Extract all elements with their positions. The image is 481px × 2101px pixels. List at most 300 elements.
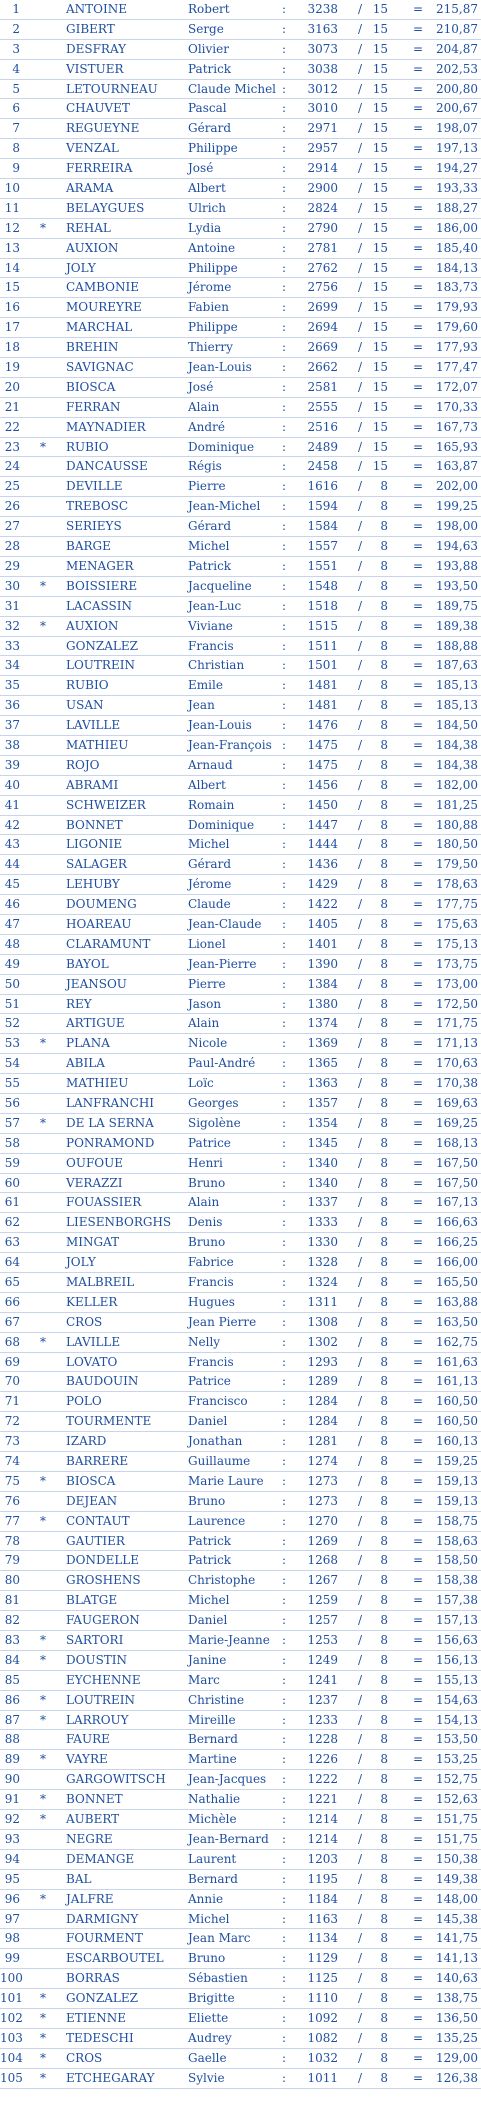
average-cell: 189,38 (436, 618, 478, 633)
equals-separator: = (413, 1135, 424, 1150)
slash-separator: / (358, 877, 363, 892)
table-row (0, 1392, 481, 1412)
colon-separator: : (282, 658, 287, 673)
slash-separator: / (358, 539, 363, 554)
last-name-cell: MAYNADIER (66, 419, 146, 434)
points-cell: 1257 (307, 1613, 338, 1628)
average-cell: 157,13 (436, 1613, 478, 1628)
slash-separator: / (358, 459, 363, 474)
equals-separator: = (413, 2070, 424, 2085)
first-name-cell: Fabrice (188, 1255, 234, 1270)
average-cell: 198,00 (436, 519, 478, 534)
slash-separator: / (358, 737, 363, 752)
points-cell: 1548 (307, 578, 338, 593)
equals-separator: = (413, 1891, 424, 1906)
slash-separator: / (358, 121, 363, 136)
women-marker: * (40, 1991, 46, 2006)
equals-separator: = (413, 161, 424, 176)
rank-cell: 19 (4, 360, 20, 375)
rounds-cell: 8 (380, 558, 388, 573)
first-name-cell: Ulrich (188, 200, 226, 215)
colon-separator: : (282, 1971, 287, 1986)
rounds-cell: 15 (372, 340, 388, 355)
rank-cell: 91 (4, 1792, 20, 1807)
colon-separator: : (282, 1314, 287, 1329)
slash-separator: / (358, 1454, 363, 1469)
last-name-cell: ANTOINE (66, 2, 128, 16)
average-cell: 162,75 (436, 1334, 478, 1349)
last-name-cell: LANFRANCHI (66, 1095, 155, 1110)
table-row (0, 80, 481, 100)
rounds-cell: 8 (380, 1374, 388, 1389)
equals-separator: = (413, 777, 424, 792)
last-name-cell: ETIENNE (66, 2010, 127, 2025)
table-row (0, 537, 481, 557)
first-name-cell: Philippe (188, 141, 238, 156)
colon-separator: : (282, 1235, 287, 1250)
rank-cell: 88 (4, 1732, 20, 1747)
table-row (0, 438, 481, 458)
last-name-cell: GIBERT (66, 21, 115, 36)
average-cell: 149,38 (436, 1871, 478, 1886)
points-cell: 1340 (307, 1175, 338, 1190)
equals-separator: = (413, 1613, 424, 1628)
slash-separator: / (358, 916, 363, 931)
first-name-cell: Patrice (188, 1374, 231, 1389)
last-name-cell: TEDESCHI (66, 2030, 134, 2045)
average-cell: 215,87 (436, 2, 478, 16)
slash-separator: / (358, 399, 363, 414)
slash-separator: / (358, 558, 363, 573)
colon-separator: : (282, 2, 287, 16)
colon-separator: : (282, 1772, 287, 1787)
slash-separator: / (358, 1951, 363, 1966)
last-name-cell: BIOSCA (66, 1473, 116, 1488)
equals-separator: = (413, 797, 424, 812)
points-cell: 1267 (307, 1573, 338, 1588)
first-name-cell: Denis (188, 1215, 223, 1230)
last-name-cell: MATHIEU (66, 737, 129, 752)
rounds-cell: 8 (380, 797, 388, 812)
average-cell: 153,50 (436, 1732, 478, 1747)
first-name-cell: Jean-Michel (188, 499, 261, 514)
rank-cell: 77 (4, 1513, 20, 1528)
rounds-cell: 8 (380, 1016, 388, 1031)
points-cell: 2971 (307, 121, 338, 136)
first-name-cell: Jean-Bernard (188, 1831, 269, 1846)
rank-cell: 50 (4, 976, 20, 991)
rank-cell: 33 (4, 638, 20, 653)
first-name-cell: Sébastien (188, 1971, 248, 1986)
average-cell: 148,00 (436, 1891, 478, 1906)
slash-separator: / (358, 81, 363, 96)
average-cell: 151,75 (436, 1831, 478, 1846)
slash-separator: / (358, 1374, 363, 1389)
colon-separator: : (282, 1036, 287, 1051)
first-name-cell: Patrick (188, 1533, 232, 1548)
colon-separator: : (282, 956, 287, 971)
equals-separator: = (413, 678, 424, 693)
points-cell: 3012 (307, 81, 338, 96)
colon-separator: : (282, 320, 287, 335)
average-cell: 184,50 (436, 718, 478, 733)
first-name-cell: Laurence (188, 1513, 246, 1528)
points-cell: 1011 (307, 2070, 338, 2085)
rank-cell: 34 (4, 658, 20, 673)
rounds-cell: 8 (380, 1334, 388, 1349)
first-name-cell: Francis (188, 638, 234, 653)
women-marker: * (40, 2050, 46, 2065)
table-row (0, 40, 481, 60)
average-cell: 185,13 (436, 678, 478, 693)
last-name-cell: BAL (66, 1871, 92, 1886)
average-cell: 160,13 (436, 1434, 478, 1449)
points-cell: 1384 (307, 976, 338, 991)
rank-cell: 31 (4, 598, 20, 613)
rounds-cell: 15 (372, 439, 388, 454)
equals-separator: = (413, 558, 424, 573)
rank-cell: 69 (4, 1354, 20, 1369)
equals-separator: = (413, 658, 424, 673)
average-cell: 159,13 (436, 1493, 478, 1508)
last-name-cell: DE LA SERNA (66, 1115, 154, 1130)
first-name-cell: Serge (188, 21, 224, 36)
slash-separator: / (358, 658, 363, 673)
points-cell: 2824 (307, 200, 338, 215)
rounds-cell: 8 (380, 638, 388, 653)
table-row (0, 1750, 481, 1770)
average-cell: 177,75 (436, 897, 478, 912)
first-name-cell: Annie (188, 1891, 224, 1906)
rounds-cell: 8 (380, 897, 388, 912)
equals-separator: = (413, 1533, 424, 1548)
rounds-cell: 8 (380, 996, 388, 1011)
last-name-cell: MINGAT (66, 1235, 120, 1250)
rounds-cell: 8 (380, 837, 388, 852)
first-name-cell: Patrick (188, 61, 232, 76)
colon-separator: : (282, 897, 287, 912)
rank-cell: 45 (4, 877, 20, 892)
rank-cell: 71 (4, 1394, 20, 1409)
rounds-cell: 8 (380, 1434, 388, 1449)
points-cell: 1584 (307, 519, 338, 534)
rank-cell: 65 (4, 1275, 20, 1289)
colon-separator: : (282, 578, 287, 593)
first-name-cell: Christian (188, 658, 245, 673)
first-name-cell: Albert (188, 777, 226, 792)
table-row (0, 1512, 481, 1532)
equals-separator: = (413, 916, 424, 931)
equals-separator: = (413, 718, 424, 733)
first-name-cell: Janine (188, 1652, 227, 1667)
table-row (0, 1810, 481, 1830)
slash-separator: / (358, 1593, 363, 1608)
colon-separator: : (282, 797, 287, 812)
average-cell: 169,63 (436, 1095, 478, 1110)
colon-separator: : (282, 1931, 287, 1946)
rounds-cell: 8 (380, 598, 388, 613)
colon-separator: : (282, 1672, 287, 1687)
average-cell: 200,80 (436, 81, 478, 96)
first-name-cell: Olivier (188, 41, 229, 56)
slash-separator: / (358, 340, 363, 355)
rounds-cell: 8 (380, 1672, 388, 1687)
average-cell: 154,13 (436, 1712, 478, 1727)
average-cell: 177,47 (436, 360, 478, 375)
average-cell: 168,13 (436, 1135, 478, 1150)
points-cell: 3073 (307, 41, 338, 56)
rounds-cell: 8 (380, 1613, 388, 1628)
table-row (0, 378, 481, 398)
average-cell: 154,63 (436, 1692, 478, 1707)
slash-separator: / (358, 2010, 363, 2025)
slash-separator: / (358, 817, 363, 832)
colon-separator: : (282, 399, 287, 414)
equals-separator: = (413, 1812, 424, 1827)
equals-separator: = (413, 499, 424, 514)
last-name-cell: DEJEAN (66, 1493, 118, 1508)
points-cell: 1129 (307, 1951, 338, 1966)
rounds-cell: 8 (380, 1215, 388, 1230)
rank-cell: 29 (4, 558, 20, 573)
colon-separator: : (282, 1593, 287, 1608)
rounds-cell: 8 (380, 2010, 388, 2025)
equals-separator: = (413, 1473, 424, 1488)
equals-separator: = (413, 1414, 424, 1429)
rounds-cell: 8 (380, 1195, 388, 1210)
table-row (0, 597, 481, 617)
rounds-cell: 8 (380, 1931, 388, 1946)
average-cell: 166,63 (436, 1215, 478, 1230)
rounds-cell: 8 (380, 1414, 388, 1429)
table-row (0, 1631, 481, 1651)
first-name-cell: Jean-Jacques (188, 1772, 267, 1787)
equals-separator: = (413, 399, 424, 414)
table-row (0, 1989, 481, 2009)
slash-separator: / (358, 419, 363, 434)
table-row (0, 1372, 481, 1392)
points-cell: 1450 (307, 797, 338, 812)
last-name-cell: PONRAMOND (66, 1135, 155, 1150)
women-marker: * (40, 1473, 46, 1488)
points-cell: 1237 (307, 1692, 338, 1707)
slash-separator: / (358, 200, 363, 215)
average-cell: 153,25 (436, 1752, 478, 1767)
last-name-cell: PLANA (66, 1036, 110, 1051)
rounds-cell: 8 (380, 1533, 388, 1548)
last-name-cell: LEHUBY (66, 877, 120, 892)
rank-cell: 51 (4, 996, 20, 1011)
colon-separator: : (282, 81, 287, 96)
slash-separator: / (358, 1792, 363, 1807)
colon-separator: : (282, 996, 287, 1011)
last-name-cell: RUBIO (66, 439, 109, 454)
first-name-cell: Daniel (188, 1414, 228, 1429)
slash-separator: / (358, 1215, 363, 1230)
colon-separator: : (282, 1652, 287, 1667)
rank-cell: 48 (4, 936, 20, 951)
rank-cell: 90 (4, 1772, 20, 1787)
equals-separator: = (413, 220, 424, 235)
first-name-cell: Jean-Luc (188, 598, 242, 613)
average-cell: 141,75 (436, 1931, 478, 1946)
points-cell: 1374 (307, 1016, 338, 1031)
women-marker: * (40, 1812, 46, 1827)
first-name-cell: Bruno (188, 1951, 226, 1966)
points-cell: 2762 (307, 260, 338, 275)
colon-separator: : (282, 479, 287, 494)
average-cell: 172,50 (436, 996, 478, 1011)
equals-separator: = (413, 757, 424, 772)
first-name-cell: Alain (188, 1195, 220, 1210)
table-row (0, 1711, 481, 1731)
points-cell: 1284 (307, 1394, 338, 1409)
average-cell: 158,38 (436, 1573, 478, 1588)
average-cell: 193,50 (436, 578, 478, 593)
points-cell: 1551 (307, 558, 338, 573)
rounds-cell: 15 (372, 220, 388, 235)
rank-cell: 10 (4, 181, 20, 196)
colon-separator: : (282, 2010, 287, 2025)
slash-separator: / (358, 578, 363, 593)
table-row (0, 577, 481, 597)
last-name-cell: REY (66, 996, 92, 1011)
first-name-cell: Michel (188, 1911, 230, 1926)
first-name-cell: Bruno (188, 1175, 226, 1190)
rounds-cell: 8 (380, 1951, 388, 1966)
first-name-cell: Hugues (188, 1294, 235, 1309)
average-cell: 181,25 (436, 797, 478, 812)
slash-separator: / (358, 1076, 363, 1091)
points-cell: 1308 (307, 1314, 338, 1329)
slash-separator: / (358, 1115, 363, 1130)
table-row (0, 219, 481, 239)
average-cell: 175,63 (436, 916, 478, 931)
slash-separator: / (358, 777, 363, 792)
colon-separator: : (282, 340, 287, 355)
points-cell: 1311 (307, 1294, 338, 1309)
first-name-cell: Albert (188, 181, 226, 196)
average-cell: 188,88 (436, 638, 478, 653)
equals-separator: = (413, 1175, 424, 1190)
colon-separator: : (282, 260, 287, 275)
colon-separator: : (282, 737, 287, 752)
rounds-cell: 8 (380, 817, 388, 832)
last-name-cell: GROSHENS (66, 1573, 141, 1588)
rounds-cell: 8 (380, 1553, 388, 1568)
slash-separator: / (358, 1334, 363, 1349)
equals-separator: = (413, 320, 424, 335)
table-row (0, 1611, 481, 1631)
points-cell: 2581 (307, 379, 338, 394)
table-row (0, 1890, 481, 1910)
first-name-cell: Jérome (188, 877, 232, 892)
colon-separator: : (282, 1016, 287, 1031)
equals-separator: = (413, 439, 424, 454)
rank-cell: 43 (4, 837, 20, 852)
colon-separator: : (282, 1255, 287, 1270)
points-cell: 1082 (307, 2030, 338, 2045)
last-name-cell: BOISSIERE (66, 578, 138, 593)
last-name-cell: DOUMENG (66, 897, 137, 912)
rounds-cell: 8 (380, 658, 388, 673)
rank-cell: 103 (0, 2030, 23, 2045)
average-cell: 160,50 (436, 1394, 478, 1409)
rounds-cell: 15 (372, 121, 388, 136)
last-name-cell: BLATGE (66, 1593, 118, 1608)
slash-separator: / (358, 698, 363, 713)
equals-separator: = (413, 976, 424, 991)
slash-separator: / (358, 2050, 363, 2065)
first-name-cell: André (188, 419, 225, 434)
rank-cell: 5 (12, 81, 20, 96)
colon-separator: : (282, 638, 287, 653)
colon-separator: : (282, 1633, 287, 1648)
equals-separator: = (413, 897, 424, 912)
rounds-cell: 15 (372, 21, 388, 36)
rounds-cell: 8 (380, 698, 388, 713)
rounds-cell: 15 (372, 161, 388, 176)
last-name-cell: FAUGERON (66, 1613, 140, 1628)
slash-separator: / (358, 996, 363, 1011)
rank-cell: 92 (4, 1812, 20, 1827)
points-cell: 1380 (307, 996, 338, 1011)
average-cell: 167,13 (436, 1195, 478, 1210)
rank-cell: 61 (4, 1195, 20, 1210)
average-cell: 184,38 (436, 737, 478, 752)
rounds-cell: 8 (380, 1692, 388, 1707)
average-cell: 141,13 (436, 1951, 478, 1966)
rank-cell: 58 (4, 1135, 20, 1150)
colon-separator: : (282, 1294, 287, 1309)
women-marker: * (40, 618, 46, 633)
equals-separator: = (413, 1752, 424, 1767)
rank-cell: 39 (4, 757, 20, 772)
first-name-cell: Nicole (188, 1036, 228, 1051)
rank-cell: 105 (0, 2070, 23, 2085)
equals-separator: = (413, 419, 424, 434)
slash-separator: / (358, 379, 363, 394)
colon-separator: : (282, 1573, 287, 1588)
table-row (0, 398, 481, 418)
average-cell: 140,63 (436, 1971, 478, 1986)
average-cell: 158,50 (436, 1553, 478, 1568)
rank-cell: 97 (4, 1911, 20, 1926)
slash-separator: / (358, 1871, 363, 1886)
rank-cell: 8 (12, 141, 20, 156)
last-name-cell: ESCARBOUTEL (66, 1951, 164, 1966)
rounds-cell: 15 (372, 260, 388, 275)
last-name-cell: GONZALEZ (66, 1991, 138, 2006)
rounds-cell: 8 (380, 1752, 388, 1767)
first-name-cell: Jean Pierre (188, 1314, 257, 1329)
rounds-cell: 15 (372, 61, 388, 76)
last-name-cell: VENZAL (66, 141, 119, 156)
equals-separator: = (413, 1374, 424, 1389)
rank-cell: 44 (4, 857, 20, 872)
rank-cell: 49 (4, 956, 20, 971)
points-cell: 1357 (307, 1095, 338, 1110)
slash-separator: / (358, 1095, 363, 1110)
rank-cell: 28 (4, 539, 20, 554)
table-row (0, 457, 481, 477)
last-name-cell: BONNET (66, 1792, 123, 1807)
colon-separator: : (282, 101, 287, 116)
rank-cell: 23 (4, 439, 20, 454)
table-row (0, 1412, 481, 1432)
equals-separator: = (413, 1851, 424, 1866)
last-name-cell: BIOSCA (66, 379, 116, 394)
